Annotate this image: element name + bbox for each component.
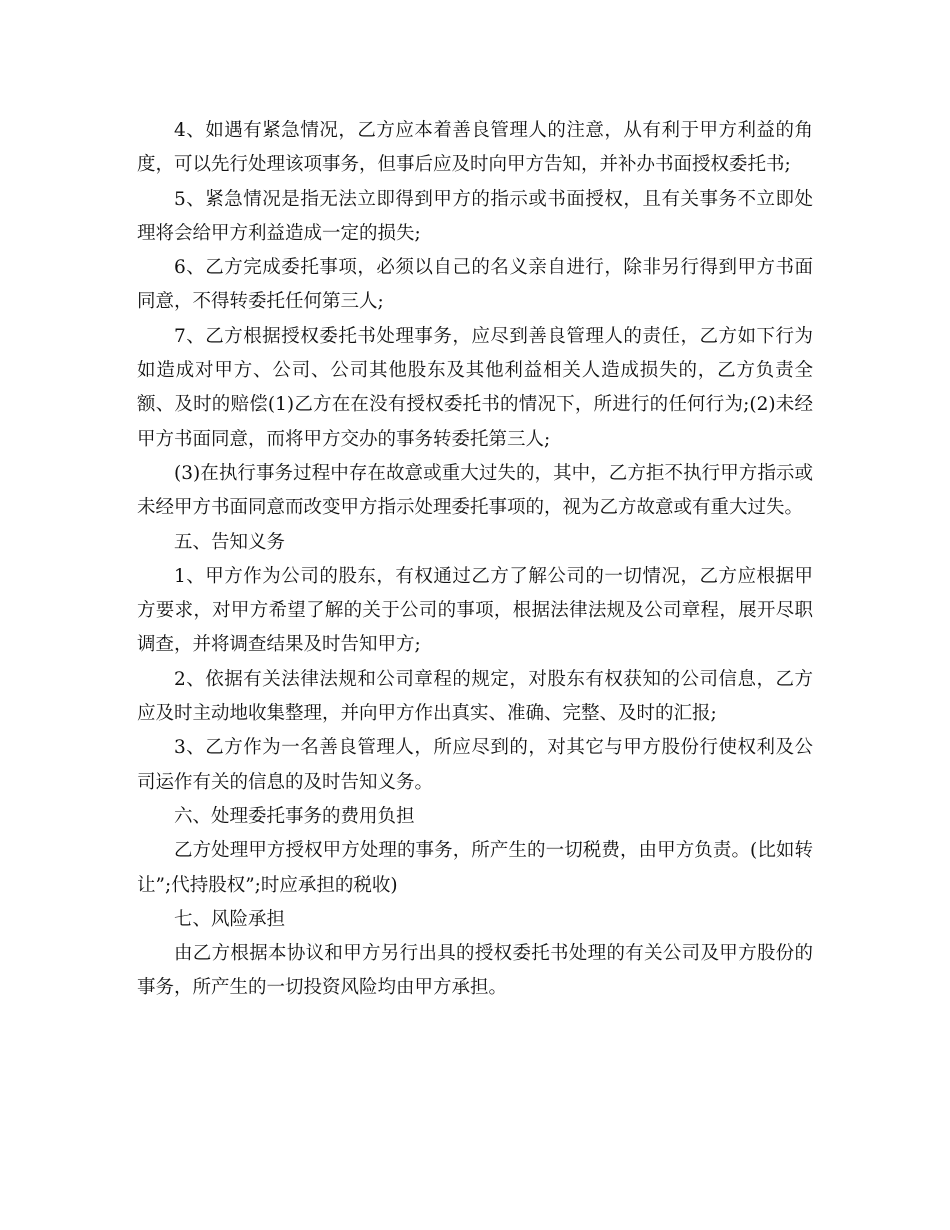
notification-clause-3: 3、乙方作为一名善良管理人，所应尽到的，对其它与甲方股份行使权利及公司运作有关的信息的及时告知义务。 <box>137 737 813 793</box>
document-body <box>137 114 813 1006</box>
section-heading-notification-duty: 五、告知义务 <box>174 531 286 553</box>
notification-clause-2: 2、依据有关法律法规和公司章程的规定，对股东有权获知的公司信息，乙方应及时主动地收集整理，并向甲方作出真实、准确、完整、及时的汇报; <box>137 668 813 725</box>
risk-clause: 由乙方根据本协议和甲方另行出具的授权委托书处理的有关公司及甲方股份的事务，所产生的一切投资风险均由甲方承担。 <box>137 943 813 999</box>
clause-7-liability: 7、乙方根据授权委托书处理事务，应尽到善良管理人的责任，乙方如下行为如造成对甲方、公司、公司其他股东及其他利益相关人造成损失的，乙方负责全额、及时的赔偿(1)乙方在在没有授权委托书的情况下，所进行的任何行为;(2)未经甲方书面同意，而将甲方交办的事务转委托第三人; <box>137 325 813 450</box>
clause-6-no-subdelegation: 6、乙方完成委托事项，必须以自己的名义亲自进行，除非另行得到甲方书面同意，不得转委托任何第三人; <box>137 257 813 313</box>
section-heading-expenses: 六、处理委托事务的费用负担 <box>174 805 415 827</box>
expenses-clause: 乙方处理甲方授权甲方处理的事务，所产生的一切税费，由甲方负责。(比如转让”;代持股权”;时应承担的税收) <box>137 840 813 896</box>
clause-7-item-3: (3)在执行事务过程中存在故意或重大过失的，其中，乙方拒不执行甲方指示或未经甲方书面同意而改变甲方指示处理委托事项的，视为乙方故意或有重大过失。 <box>137 462 813 519</box>
clause-5-emergency-definition: 5、紧急情况是指无法立即得到甲方的指示或书面授权，且有关事务不立即处理将会给甲方利益造成一定的损失; <box>137 188 813 244</box>
clause-4-emergency: 4、如遇有紧急情况，乙方应本着善良管理人的注意，从有利于甲方利益的角度，可以先行处理该项事务，但事后应及时向甲方告知，并补办书面授权委托书; <box>137 120 813 176</box>
notification-clause-1: 1、甲方作为公司的股东，有权通过乙方了解公司的一切情况，乙方应根据甲方要求，对甲方希望了解的关于公司的事项，根据法律法规及公司章程，展开尽职调查，并将调查结果及时告知甲方; <box>137 565 813 656</box>
section-heading-risk: 七、风险承担 <box>174 908 286 930</box>
